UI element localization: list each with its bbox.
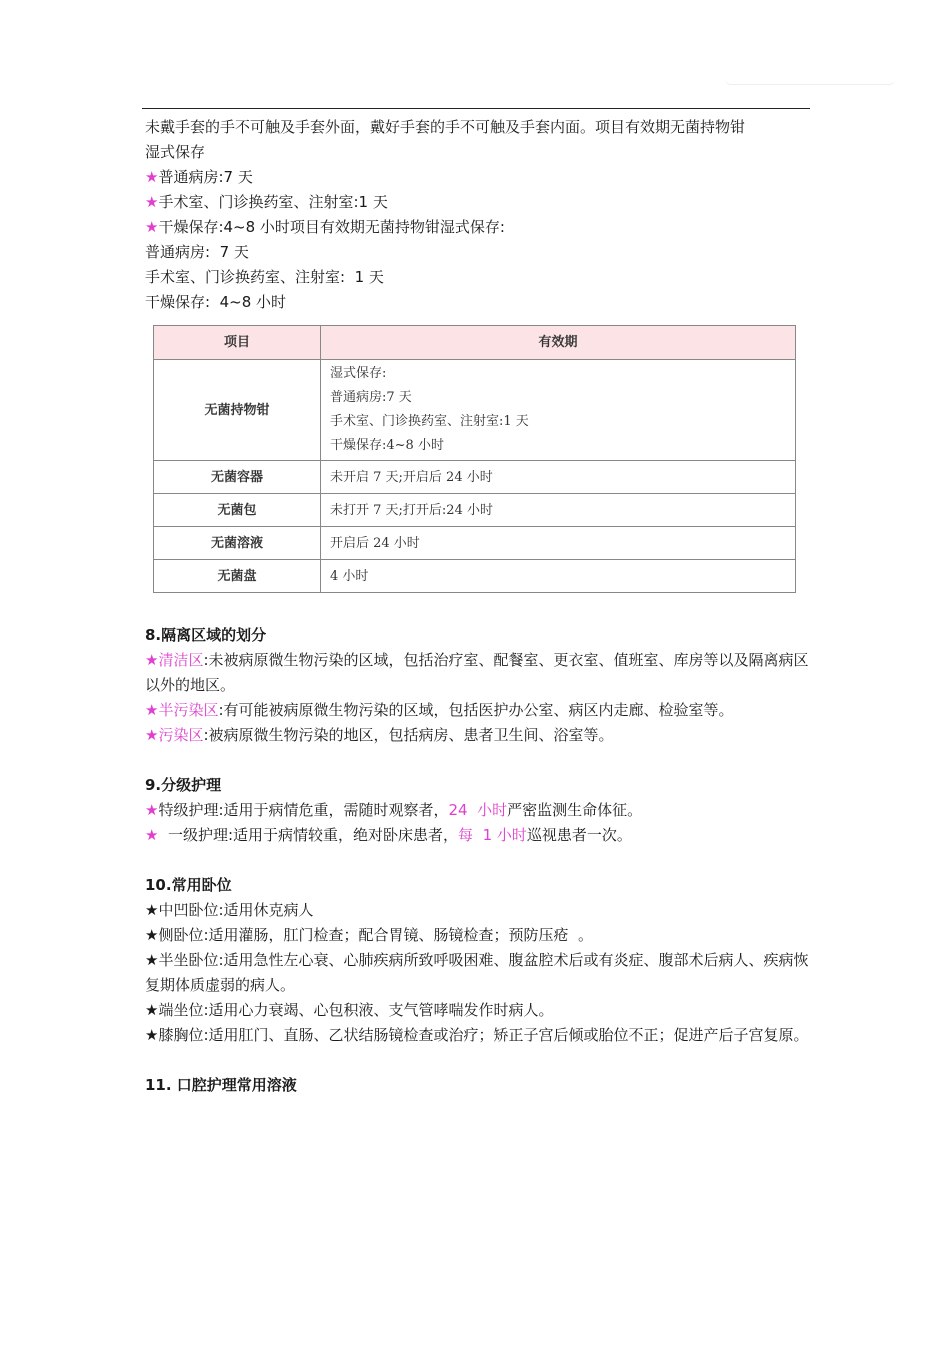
header-decoration (725, 78, 895, 85)
star-icon: ★ (145, 801, 159, 819)
section-title: 8.隔离区域的划分 (145, 626, 267, 644)
table-cell-item: 无菌盘 (154, 560, 321, 593)
plain-line: 干燥保存: 4~8 小时 (145, 293, 287, 311)
table-cell-item: 无菌包 (154, 494, 321, 527)
validity-table (153, 325, 796, 593)
list-item: ★普通病房:7 天 (145, 168, 253, 186)
highlight-text: 24 小时 (448, 801, 508, 819)
list-item: ★污染区:被病原微生物污染的地区，包括病房、患者卫生间、浴室等。 (145, 726, 614, 744)
table-cell-validity: 开启后 24 小时 (321, 527, 796, 560)
table-cell-validity: 湿式保存: 普通病房:7 天 手术室、门诊换药室、注射室:1 天 干燥保存:4~8 小时 (321, 360, 796, 461)
table-cell-validity: 未打开 7 天;打开后:24 小时 (321, 494, 796, 527)
table-header-row (154, 326, 796, 360)
table-row (154, 461, 796, 494)
star-icon: ★ (145, 951, 159, 969)
table-cell-validity: 4 小时 (321, 560, 796, 593)
plain-line: 手术室、门诊换药室、注射室: 1 天 (145, 268, 384, 286)
zone-term: 半污染区 (158, 701, 219, 719)
star-icon: ★ (145, 168, 159, 186)
star-icon: ★ (145, 901, 159, 919)
table-cell-item: 无菌容器 (154, 461, 321, 494)
list-item: ★ 一级护理:适用于病情较重，绝对卧床患者，每 1 小时巡视患者一次。 (145, 826, 632, 844)
intro-line: 湿式保存 (145, 143, 206, 161)
list-item: ★半污染区:有可能被病原微生物污染的区域，包括医护办公室、病区内走廊、检验室等。 (145, 701, 734, 719)
list-item: ★手术室、门诊换药室、注射室:1 天 (145, 193, 388, 211)
section-title: 10.常用卧位 (145, 876, 232, 894)
list-item: ★干燥保存:4~8 小时项目有效期无菌持物钳湿式保存: (145, 218, 505, 236)
validity-table-wrapper (153, 325, 796, 593)
list-item: ★端坐位:适用心力衰竭、心包积液、支气管哮喘发作时病人。 (145, 1001, 554, 1019)
zone-term: 清洁区 (158, 651, 204, 669)
star-icon: ★ (145, 926, 159, 944)
list-item: ★膝胸位:适用肛门、直肠、乙状结肠镜检查或治疗；矫正子宫后倾或胎位不正；促进产后子宫复原。 (145, 1026, 809, 1044)
table-cell-item: 无菌溶液 (154, 527, 321, 560)
header-rule (142, 108, 810, 109)
section-title: 9.分级护理 (145, 776, 222, 794)
star-icon: ★ (145, 1026, 159, 1044)
list-item: ★中凹卧位:适用休克病人 (145, 901, 314, 919)
star-icon: ★ (145, 193, 159, 211)
table-row (154, 560, 796, 593)
star-icon: ★ (145, 726, 159, 744)
table-cell-item: 无菌持物钳 (154, 360, 321, 461)
list-item: ★特级护理:适用于病情危重，需随时观察者，24 小时严密监测生命体征。 (145, 801, 643, 819)
table-header-cell: 项目 (154, 326, 321, 360)
star-icon: ★ (145, 826, 159, 844)
plain-line: 普通病房: 7 天 (145, 243, 249, 261)
list-item: ★侧卧位:适用灌肠，肛门检查；配合胃镜、肠镜检查；预防压疮 。 (145, 926, 594, 944)
star-icon: ★ (145, 1001, 159, 1019)
table-row (154, 527, 796, 560)
section-title: 11. 口腔护理常用溶液 (145, 1076, 297, 1094)
zone-term: 污染区 (158, 726, 204, 744)
table-row (154, 360, 796, 461)
intro-line: 未戴手套的手不可触及手套外面，戴好手套的手不可触及手套内面。项目有效期无菌持物钳 (145, 118, 746, 136)
list-item: ★半坐卧位:适用急性左心衰、心肺疾病所致呼吸困难、腹盆腔术后或有炎症、腹部术后病人、疾病恢复期体质虚弱的病人。 (145, 951, 809, 994)
table-cell-validity: 未开启 7 天;开启后 24 小时 (321, 461, 796, 494)
star-icon: ★ (145, 651, 159, 669)
table-row (154, 494, 796, 527)
star-icon: ★ (145, 701, 159, 719)
star-icon: ★ (145, 218, 159, 236)
document-body (145, 115, 810, 1098)
table-header-cell: 有效期 (321, 326, 796, 360)
highlight-text: 每 1 小时 (458, 826, 527, 844)
list-item: ★清洁区:未被病原微生物污染的区域，包括治疗室、配餐室、更衣室、值班室、库房等以及隔离病区以外的地区。 (145, 651, 809, 694)
